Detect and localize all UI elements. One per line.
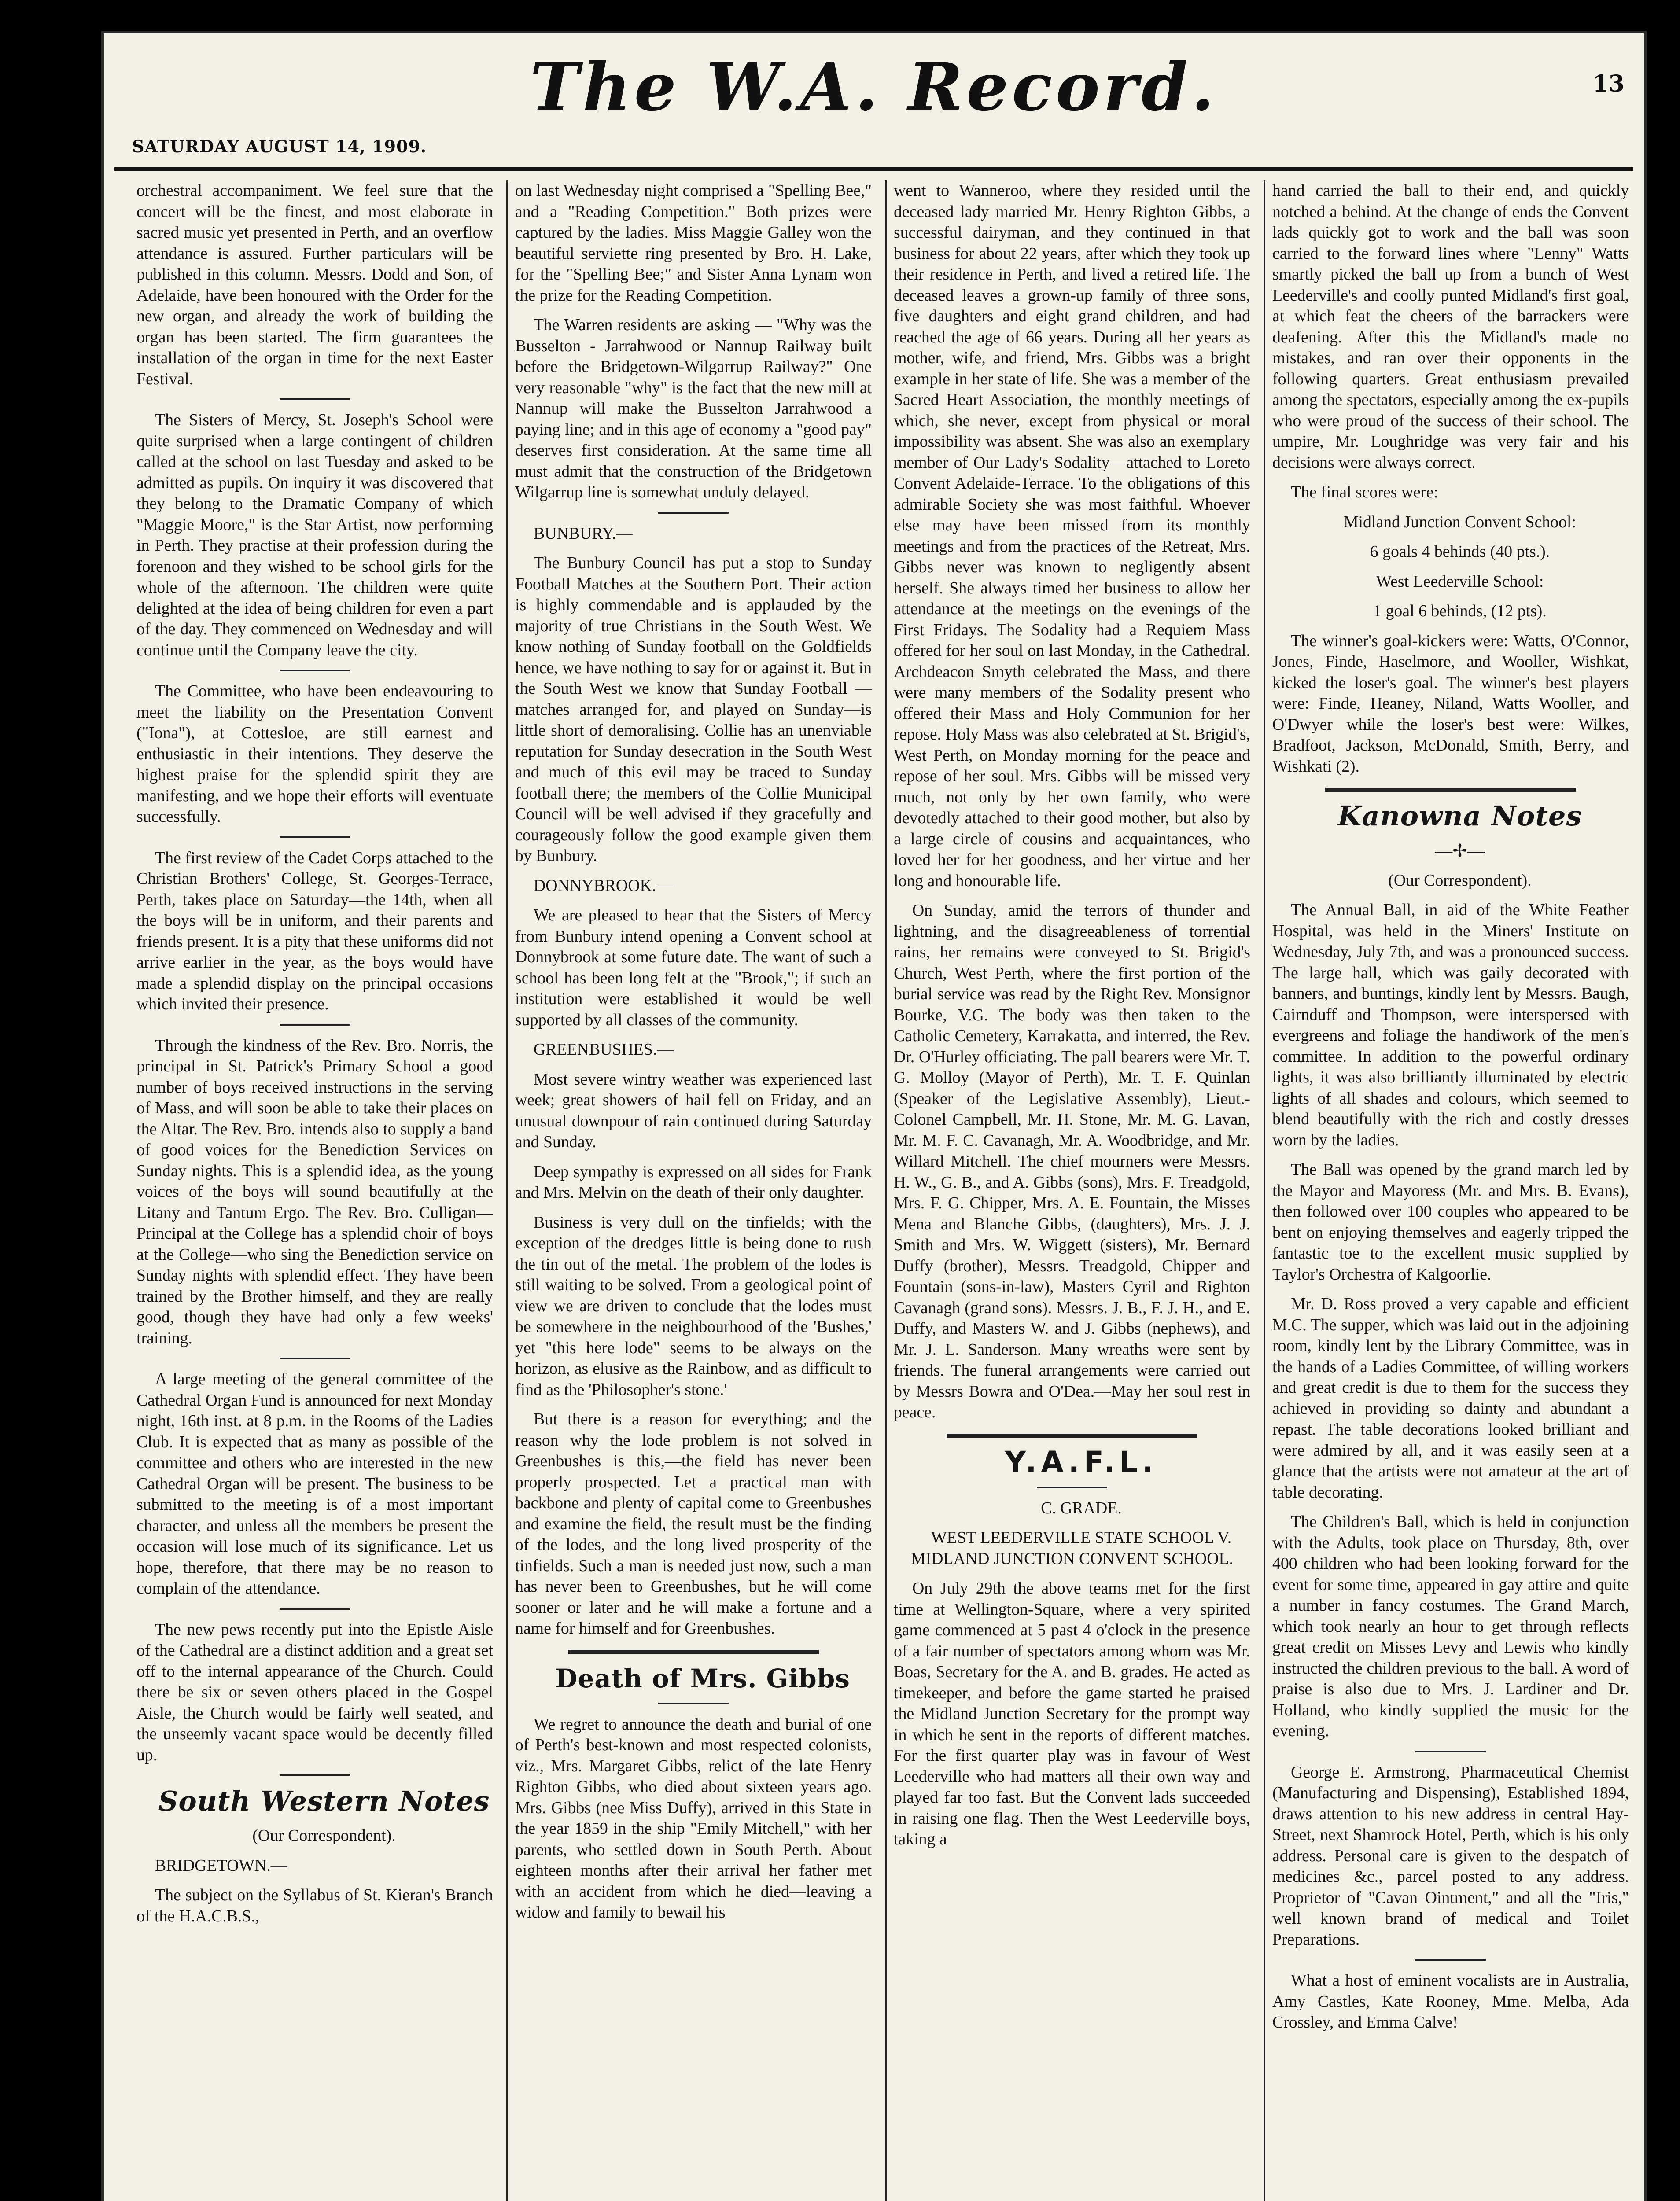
article-paragraph: The Children's Ball, which is held in conjunction with the Adults, took place on Thursday, 8th, over 400 children who had been looking forward for the event for some time, appeared in gay attire and quite a number in fancy costumes. The Grand March, which took nearly an hour to get through reflects great credit on Misses Levy and Lewis who kindly instructed the children previous to the ball. A word of praise is also due to Mrs. J. Lardiner and Dr. Holland, who kindly supplied the music for the evening. <box>1272 1513 1629 1740</box>
byline: (Our Correspondent). <box>1388 871 1532 890</box>
column-divider <box>506 180 508 2201</box>
item-separator <box>1415 1751 1486 1752</box>
article-paragraph: Deep sympathy is expressed on all sides for Frank and Mrs. Melvin on the death of their only daughter. <box>515 1162 872 1202</box>
section-heading: Y.A.F.L. <box>1005 1445 1158 1479</box>
item-separator <box>280 1774 350 1776</box>
ornament-icon: —✢— <box>1435 841 1485 861</box>
column-1 <box>136 180 493 2201</box>
heading-rule <box>568 1650 819 1654</box>
article-paragraph: The Sisters of Mercy, St. Joseph's School were quite surprised when a large contingent of children called at the school on last Tuesday and asked to be admitted as pupils. On inquiry it was discovered that they belong to the Dramatic Company of which "Maggie Moore," is the Star Artist, now performing in Perth. They practise at their profession during the forenoon and they wished to be school girls for the whole of the afternoon. The children were quite delighted at the idea of being children for even a part of the day. They commenced on Wednesday and will continue until the Company leave the city. <box>136 411 493 659</box>
article-paragraph: The Committee, who have been endeavouring to meet the liability on the Presentation Convent ("Iona"), at Cottesloe, are still earnest and enthusiastic in their intentions. They deserve the highest praise for the splendid spirit they are manifesting, and we hope their efforts will eventuate successfully. <box>136 682 493 826</box>
article-paragraph: orchestral accompaniment. We feel sure that the concert will be the finest, and most elaborate in sacred music yet presented in Perth, and an overflow attendance is assured. Further particulars will be published in this column. Messrs. Dodd and Son, of Adelaide, have been honoured with the Order for the new organ, and already the work of building the organ has been started. The firm guarantees the installation of the organ in time for the next Easter Festival. <box>136 181 493 388</box>
subheading: BRIDGETOWN.— <box>155 1856 287 1875</box>
heading-rule <box>947 1434 1197 1438</box>
article-paragraph: We are pleased to hear that the Sisters of Mercy from Bunbury intend opening a Convent school at Donnybrook at some future date. The want of such a school has been long felt at the "Brook,"; if such an institution were established it would be well supported by all classes of the community. <box>515 906 872 1029</box>
article-paragraph: The Bunbury Council has put a stop to Sunday Football Matches at the Southern Port. Their action is highly commendable and is applauded by the majority of true Christians in the South West. We know nothing of Sunday football on the Goldfields hence, we have nothing to say for or against it. But in the South West we know that Sunday Football —matches arranged for, and played on Sunday—is little short of demoralising. Collie has an unenviable reputation for Sunday desecration in the South West and much of this evil may be traced to Sunday football there; the members of the Collie Municipal Council will be well advised if they gracefully and courageously follow the good example given them by Bunbury. <box>515 554 872 865</box>
score-value: 6 goals 4 behinds (40 pts.). <box>1370 542 1550 561</box>
section-heading: Kanowna Notes <box>1337 800 1582 832</box>
match-title: WEST LEEDERVILLE STATE SCHOOL V. MIDLAND JUNCTION CONVENT SCHOOL. <box>910 1528 1234 1568</box>
article-paragraph: on last Wednesday night comprised a "Spelling Bee," and a "Reading Competition." Both prizes were captured by the ladies. Miss Maggie Galley won the beautiful serviette ring presented by Bro. H. Lake, for the "Spelling Bee;" and Sister Anna Lynam won the prize for the Reading Competition. <box>515 181 872 305</box>
article-paragraph: The Ball was opened by the grand march led by the Mayor and Mayoress (Mr. and Mrs. B. Evans), then followed over 100 couples who appeared to be bent on enjoying themselves and eagerly tripped the fantastic toe to the excellent music supplied by Taylor's Orchestra of Kalgoorlie. <box>1272 1160 1629 1284</box>
header-rule <box>114 167 1633 171</box>
column-4 <box>1272 180 1629 2201</box>
item-separator <box>1037 1487 1107 1488</box>
newspaper-page <box>101 31 1647 2201</box>
article-paragraph: The subject on the Syllabus of St. Kieran's Branch of the H.A.C.B.S., <box>136 1886 493 1925</box>
score-team: Midland Junction Convent School: <box>1343 512 1577 531</box>
article-paragraph: George E. Armstrong, Pharmaceutical Chemist (Manufacturing and Dispensing), Established 1894, draws attention to his new address in central Hay-Street, next Shamrock Hotel, Perth, which is his only address. Personal care is given to the despatch of medicines &c., parcel posted to any address. Proprietor of "Cavan Ointment," and all the "Iris," well known brand of medical and Toilet Preparations. <box>1272 1763 1629 1949</box>
score-value: 1 goal 6 behinds, (12 pts). <box>1373 602 1547 620</box>
article-paragraph: The first review of the Cadet Corps attached to the Christian Brothers' College, St. Georges-Terrace, Perth, takes place on Saturday—the 14th, when all the boys will be in uniform, and their parents and friends present. It is a pity that these uniforms did not arrive earlier in the year, as the boys would have made a splendid display on the principal occasions which invited their presence. <box>136 848 493 1013</box>
article-paragraph: went to Wanneroo, where they resided until the deceased lady married Mr. Henry Righton Gibbs, a successful dairyman, and they continued in that business for about 22 years, after which they took up their residence in Perth, and lived a retired life. The deceased leaves a grown-up family of three sons, five daughters and eight grand children, and had reached the age of 66 years. During all her years as mother, wife, and friend, Mrs. Gibbs was a bright example in her state of life. She was a member of the Sacred Heart Association, the monthly meetings of which, she never, except from physical or moral impossibility was absent. She was also an exemplary member of Our Lady's Sodality—attached to Loreto Convent Adelaide-Terrace. To the obligations of this admirable Society she was most faithful. Whoever else may have been missed from its monthly meetings and from the practices of the Retreat, Mrs. Gibbs never was known to negligently absent herself. She always timed her business to allow her attendance at the meetings on the evenings of the First Fridays. The Sodality had a Requiem Mass offered for her soul on last Monday, in the Cathedral. Archdeacon Smyth celebrated the Mass, and there were many members of the Sodality present who offered their Mass and Holy Communion for her repose. Holy Mass was also celebrated at St. Brigid's, West Perth, on Monday morning for the peace and repose of her soul. Mrs. Gibbs will be missed very much, not only by her own family, who were devotedly attached to their good mother, but also by a large circle of cousins and acquaintances, who loved her for her goodness, and her virtue and her long and honourable life. <box>894 181 1250 890</box>
article-paragraph: The winner's goal-kickers were: Watts, O'Connor, Jones, Finde, Haselmore, and Wooller, Wishkat, kicked the loser's goal. The winner's best players were: Finde, Heaney, Niland, Watts Wooller, and O'Dwyer while the loser's best were: Wilkes, Bradfoot, Jackson, McDonald, Smith, Berry, and Wishkati (2). <box>1272 631 1629 776</box>
item-separator <box>658 512 729 514</box>
column-2 <box>515 180 872 2201</box>
column-3 <box>894 180 1250 2201</box>
masthead-title: The W.A. Record. <box>530 48 1218 126</box>
article-paragraph: On July 29th the above teams met for the first time at Wellington-Square, where a very spirited game commenced at 5 past 4 o'clock in the presence of a fair number of spectators among whom was Mr. Boas, Secretary for the A. and B. grades. He acted as timekeeper, and before the game started he praised the Midland Junction Secretary for the prompt way in which he sent in the reports of different matches. For the first quarter play was in favour of West Leederville who had matters all their own way and played far too fast. But the Convent lads succeeded in raising one flag. Then the West Leederville boys, taking a <box>894 1579 1250 1848</box>
scores-intro: The final scores were: <box>1291 483 1438 501</box>
column-divider <box>1264 180 1265 2201</box>
byline: (Our Correspondent). <box>252 1826 396 1845</box>
score-team: West Leederville School: <box>1376 572 1544 591</box>
article-paragraph: On Sunday, amid the terrors of thunder and lightning, and the disagreeableness of torrential rains, her remains were conveyed to St. Brigid's Church, West Perth, where the first portion of the burial service was read by the Right Rev. Monsignor Bourke, V.G. The body was then taken to the Catholic Cemetery, Karrakatta, and interred, the Rev. Dr. O'Hurley officiating. The pall bearers were Mr. T. G. Molloy (Mayor of Perth), Mr. T. F. Quinlan (Speaker of the Legislative Assembly), Lieut.-Colonel Campbell, Mr. H. Stone, Mr. M. G. Lavan, Mr. M. F. C. Cavanagh, Mr. A. Woodbridge, and Mr. Willard Mitchell. The chief mourners were Messrs. H. W., G. B., and A. Gibbs (sons), Mrs. F. Treadgold, Mrs. F. G. Chipper, Mrs. A. E. Fountain, the Misses Mena and Blanche Gibbs, (daughters), Mrs. J. J. Smith and Mrs. W. Wiggett (sisters), Mr. Bernard Duffy (brother), Messrs. Treadgold, Chipper and Fountain (sons-in-law), Masters Cyril and Righton Cavanagh (grand sons). Messrs. J. B., F. J. H., and E. Duffy, and Masters W. and J. Gibbs (nephews), and Mr. J. L. Sanderson. Many wreaths were sent by friends. The funeral arrangements were carried out by Messrs Bowra and O'Dea.—May her soul rest in peace. <box>894 901 1250 1421</box>
subheading: C. GRADE. <box>1041 1498 1122 1517</box>
article-paragraph: A large meeting of the general committee of the Cathedral Organ Fund is announced for next Monday night, 16th inst. at 8 p.m. in the Rooms of the Ladies Club. It is expected that as many as possible of the committee and others who are interested in the new Cathedral Organ will be present. The business to be submitted to the meeting is of a most important character, and unless all the members be present the occasion will lose much of its significance. Let us hope, therefore, that there may be no reason to complain of the attendance. <box>136 1370 493 1597</box>
item-separator <box>280 1358 350 1359</box>
article-paragraph: hand carried the ball to their end, and quickly notched a behind. At the change of ends the Convent lads quickly got to work and the ball was soon carried to the forward lines where "Lenny" Watts smartly picked the ball up from a bunch of West Leederville's and coolly punted Midland's first goal, at which feat the cheers of the barrackers were deafening. After this the Midland's made no mistakes, and ran over their opponents in the following quarters. Great enthusiasm prevailed among the spectators, especially among the ex-pupils who were proud of the success of their school. The umpire, Mr. Loughridge was very fair and his decisions were always correct. <box>1272 181 1629 472</box>
article-paragraph: The new pews recently put into the Epistle Aisle of the Cathedral are a distinct addition and a great set off to the internal appearance of the Church. Could there be six or seven others placed in the Gospel Aisle, the Church would be fairly well seated, and the unseemly vacant space would be decently filled up. <box>136 1620 493 1764</box>
article-paragraph: We regret to announce the death and burial of one of Perth's best-known and most respected colonists, viz., Mrs. Margaret Gibbs, relict of the late Henry Righton Gibbs, who died about sixteen years ago. Mrs. Gibbs (nee Miss Duffy), arrived in this State in the year 1859 in the ship "Emily Mitchell," with her parents, who settled down in South Perth. About eighteen months after their arrival her father met with an accident from which he died—leaving a widow and family to bewail his <box>515 1715 872 1921</box>
article-paragraph: Through the kindness of the Rev. Bro. Norris, the principal in St. Patrick's Primary School a good number of boys received instructions in the serving of Mass, and will soon be able to take their places on the Altar. The Rev. Bro. intends also to supply a band of good voices for the Benediction Services on Sunday nights. This is a splendid idea, as the young voices of the boys will sound beautifully at the Litany and Tantum Ergo. The Rev. Bro. Culligan—Principal at the College has a splendid choir of boys at the College—who sing the Benediction service on Sunday nights with splendid effect. They have been trained by the Brother himself, and they are really good, though they have had only a few weeks' training. <box>136 1036 493 1347</box>
article-paragraph: But there is a reason for everything; and the reason why the lode problem is not solved in Greenbushes is this,—the field has never been properly prospected. Let a practical man with backbone and plenty of capital come to Greenbushes and examine the field, the result must be the finding of the lodes, and the long lived prosperity of the tinfields. Such a man is needed just now, such a man has never been to Greenbushes, but he will come sooner or later and he will make a fortune and a name for himself and for Greenbushes. <box>515 1410 872 1638</box>
item-separator <box>280 836 350 838</box>
dateline: SATURDAY AUGUST 14, 1909. <box>132 136 427 156</box>
masthead <box>101 31 1647 176</box>
page-number: 13 <box>1592 70 1625 97</box>
item-separator <box>280 670 350 671</box>
subheading: BUNBURY.— <box>534 524 633 543</box>
item-separator <box>280 398 350 400</box>
article-paragraph: What a host of eminent vocalists are in Australia, Amy Castles, Kate Rooney, Mme. Melba, Ada Crossley, and Emma Calve! <box>1272 1971 1629 2032</box>
subheading: DONNYBROOK.— <box>534 876 673 895</box>
article-paragraph: Most severe wintry weather was experienced last week; great showers of hail fell on Friday, and an unusual downpour of rain continued during Saturday and Sunday. <box>515 1070 872 1151</box>
subheading: GREENBUSHES.— <box>534 1040 674 1059</box>
item-separator <box>280 1608 350 1610</box>
heading-rule <box>1325 788 1576 792</box>
article-paragraph: The Warren residents are asking — "Why was the Busselton - Jarrahwood or Nannup Railway built before the Bridgetown-Wilgarrup Railway?" One very reasonable "why" is the fact that the new mill at Nannup will make the Busselton Jarrahwood a paying line; and in this age of economy a "good pay" deserves first consideration. At the same time all must admit that the construction of the Bridgetown Wilgarrup line is somewhat unduly delayed. <box>515 316 872 501</box>
item-separator <box>280 1024 350 1026</box>
article-paragraph: Business is very dull on the tinfields; with the exception of the dredges little is being done to rush the tin out of the metal. The problem of the lodes is still waiting to be solved. From a geological point of view we are driven to conclude that the lodes must be somewhere in the neighbourhood of the 'Bushes,' yet "this here lode" seems to be always on the horizon, as elusive as the Rainbow, and as difficult to find as the 'Philosopher's stone.' <box>515 1213 872 1399</box>
section-heading: South Western Notes <box>158 1785 490 1817</box>
article-paragraph: Mr. D. Ross proved a very capable and efficient M.C. The supper, which was laid out in the adjoining room, kindly lent by the Library Committee, was in the hands of a Ladies Committee, of willing workers and great credit is due to them for the success they achieved in providing so dainty and abundant a repast. The table decorations looked brilliant and were admired by all, and it was easily seen at a glance that the artists were not amateur at the art of table decorating. <box>1272 1295 1629 1502</box>
article-paragraph: The Annual Ball, in aid of the White Feather Hospital, was held in the Miners' Institute on Wednesday, July 7th, and was a pronounced success. The large hall, which was gaily decorated with banners, and buntings, kindly lent by Messrs. Baugh, Cairnduff and Thompson, were interspersed with evergreens and foliage the handiwork of the men's committee. In addition to the powerful ordinary lights, it was also brilliantly illuminated by electric lights of all shades and colours, which seemed to blend beautifully with the rich and costly dresses worn by the ladies. <box>1272 901 1629 1149</box>
item-separator <box>658 1703 729 1704</box>
item-separator <box>1415 1959 1486 1961</box>
column-divider <box>885 180 887 2201</box>
section-heading: Death of Mrs. Gibbs <box>555 1663 850 1693</box>
